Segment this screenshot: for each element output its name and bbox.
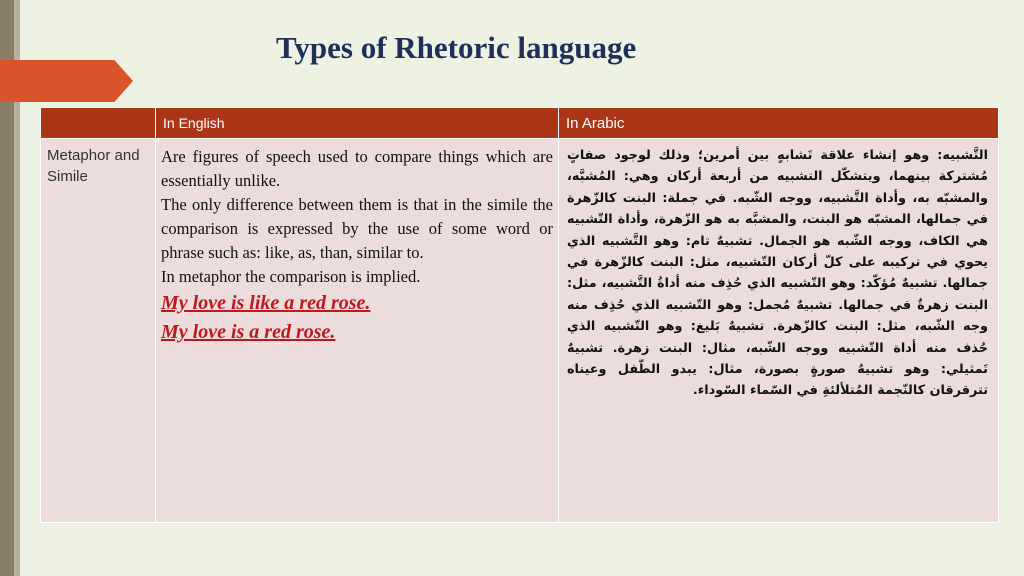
header-blank	[41, 108, 156, 139]
english-paragraph-1: Are figures of speech used to compare things which are essentially unlike.	[161, 147, 553, 190]
term-cell: Metaphor and Simile	[41, 139, 156, 523]
english-cell	[156, 139, 559, 523]
comparison-table	[40, 107, 999, 523]
example-simile: My love is like a red rose.	[161, 292, 371, 314]
english-paragraph-3: In metaphor the comparison is implied.	[161, 267, 421, 286]
english-paragraph-2: The only difference between them is that in the simile the comparison is expressed by the use of some word or phrase such as: like, as, than, similar to.	[161, 195, 553, 262]
slide-title: Types of Rhetoric language	[276, 30, 637, 65]
table-row	[41, 139, 999, 523]
arabic-cell: التَّشبيه: وهو إنشاء علاقة تَشابهٍ بين أمرين؛ وذلك لوجود صفاتٍ مُشتركة بينهما، ويتشكّل التشبيه من أربعة أركان وهي: المُشبَّه، والمشبّه به، وأداة التَّشبيه، ووجه الشّبه. في جملة: البنت كالزّهرة في جمالها، المشبّه هو البنت، والمشبَّه به هو الزّهرة، وأداة التّشبيه هي الكاف، ووجه الشّبه هو الجمال. تشبيهٌ تام: وهو التَّشبيه الذي يحوي في تركيبه على كلّ أركان التّشبيه، مثل: البنت كالزّهرة في جمالها. تشبيهٌ مُؤكّد: وهو التّشبيه الذي حُذِف منه أداةُ التَّشبيه، مثل: البنت زهرةٌ في جمالها. تشبيهٌ مُجمل: وهو التّشبيه الذي حُذِف منه وجه الشّبه، مثل: البنت كالزّهرة. تشبيهٌ بَليغ: وهو التّشبيه الذي حُذف منه أداة التّشبيه ووجه الشّبه، مثال: البنت زهرة. تشبيهٌ تَمثيلي: وهو تشبيهُ صورةٍ بصورة، مثال: يبدو الطّفل وعيناه تترقرقان كالنّجمة المُتلألئةِ في السّماء السّوداء.	[559, 139, 999, 523]
header-in-arabic: In Arabic	[559, 108, 999, 139]
accent-arrow	[0, 60, 133, 102]
table-header-row	[41, 108, 999, 139]
header-in-english: In English	[156, 108, 559, 139]
example-metaphor: My love is a red rose.	[161, 321, 336, 343]
